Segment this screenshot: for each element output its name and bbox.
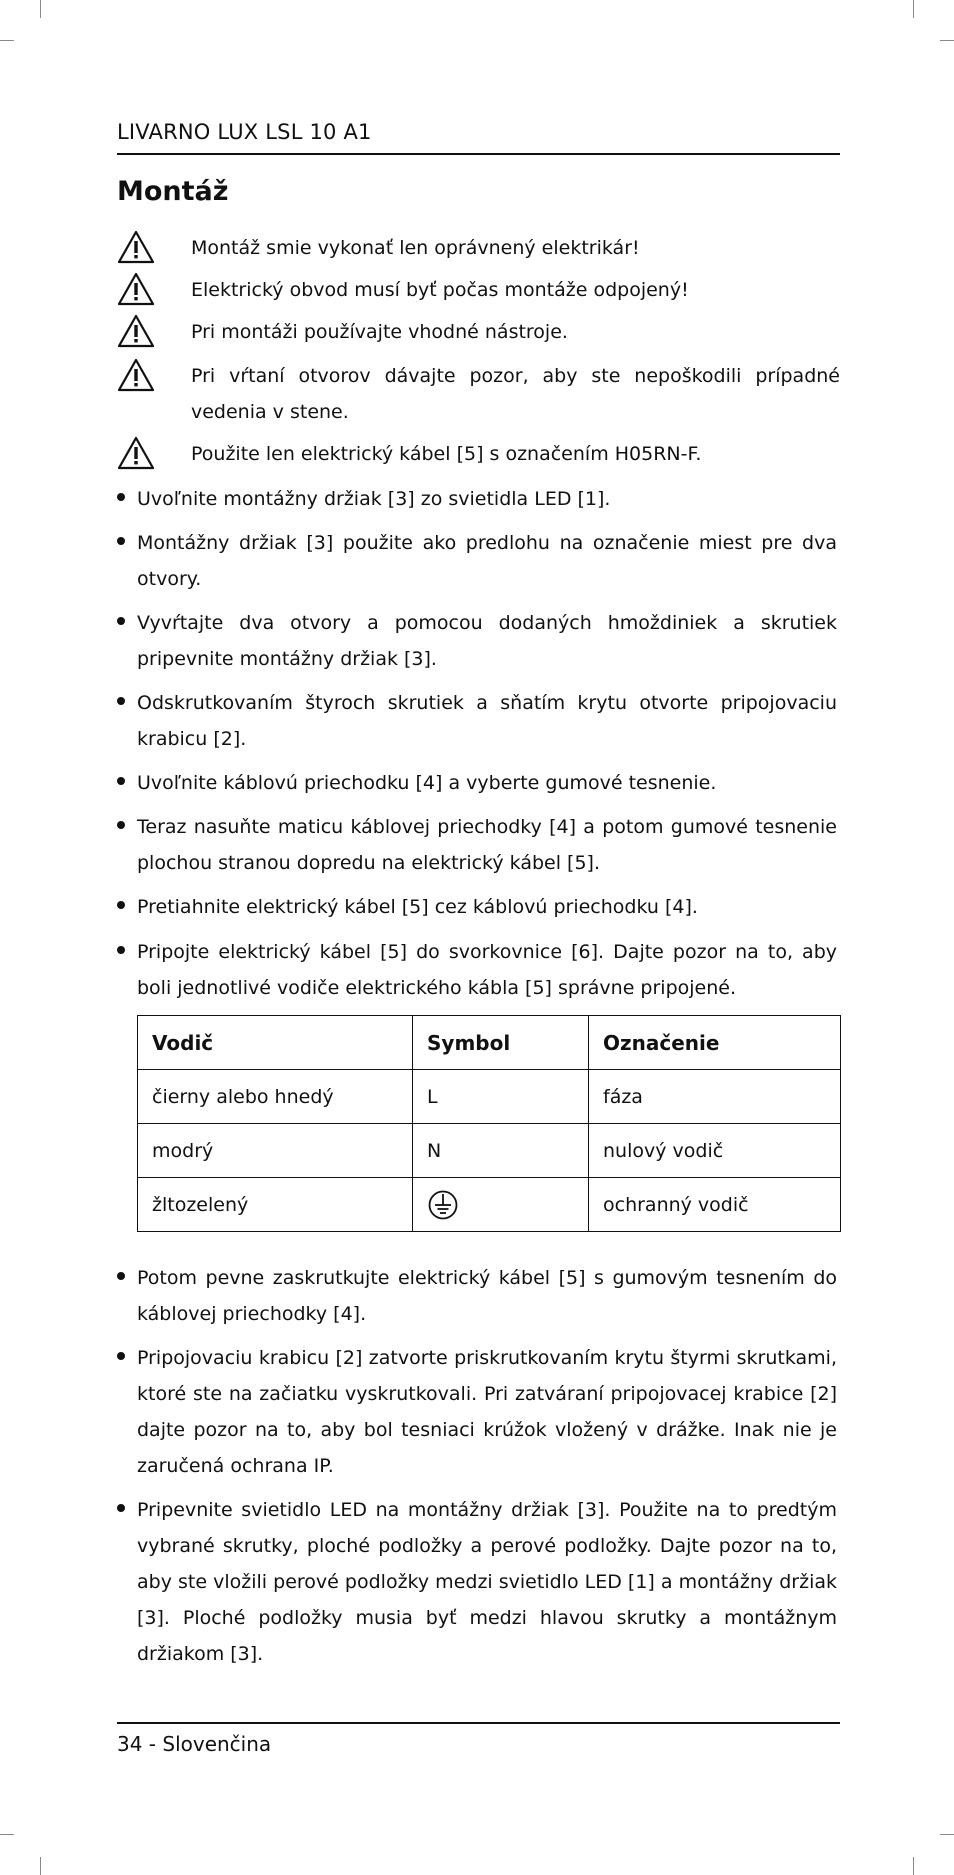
warning-text: Použite len elektrický kábel [5] s označením H05RN-F. <box>191 443 702 465</box>
warning-text: Pri montáži používajte vhodné nástroje. <box>191 321 568 343</box>
bullet-icon <box>117 821 125 829</box>
list-item-text: Potom pevne zaskrutkujte elektrický kábel [5] s gumovým tesnením do káblovej priechodky [4]. <box>137 1267 837 1325</box>
list-item-text: Uvoľnite montážny držiak [3] zo svietidla LED [1]. <box>137 488 611 510</box>
list-item-text: Pretiahnite elektrický kábel [5] cez káblovú priechodku [4]. <box>137 896 698 918</box>
table-cell: fáza <box>589 1070 841 1124</box>
crop-mark <box>940 1834 954 1835</box>
warning-text: Montáž smie vykonať len oprávnený elektrikár! <box>191 237 640 259</box>
crop-mark <box>40 1857 41 1875</box>
list-item-text: Pripojte elektrický kábel [5] do svorkovnice [6]. Dajte pozor na to, aby boli jednotlivé vodiče elektrického kábla [5] správne pripojené. <box>137 941 837 999</box>
bullet-icon <box>117 777 125 785</box>
bullet-icon <box>117 617 125 625</box>
warning-triangle-icon <box>117 230 155 264</box>
warning-triangle-icon <box>117 314 155 348</box>
column-header-designation: Označenie <box>589 1016 841 1070</box>
ground-symbol-icon <box>427 1189 459 1221</box>
bullet-icon <box>117 1352 125 1360</box>
running-header: LIVARNO LUX LSL 10 A1 <box>117 120 372 144</box>
bullet-icon <box>117 1272 125 1280</box>
table-cell: L <box>413 1070 589 1124</box>
crop-mark <box>913 1857 914 1875</box>
table-header-row <box>138 1016 841 1070</box>
crop-mark <box>940 40 954 41</box>
conductor-table <box>137 1015 841 1232</box>
table-row <box>138 1070 841 1124</box>
warning-triangle-icon <box>117 358 155 392</box>
bullet-icon <box>117 901 125 909</box>
column-header-symbol: Symbol <box>413 1016 589 1070</box>
crop-mark <box>0 1834 14 1835</box>
warning-triangle-icon <box>117 272 155 306</box>
list-item-text: Vyvŕtajte dva otvory a pomocou dodaných hmoždiniek a skrutiek pripevnite montážny držiak [3]. <box>137 612 837 670</box>
list-item-text: Uvoľnite káblovú priechodku [4] a vyberte gumové tesnenie. <box>137 772 717 794</box>
bullet-icon <box>117 537 125 545</box>
warning-text: Elektrický obvod musí byť počas montáže odpojený! <box>191 279 689 301</box>
table-row <box>138 1124 841 1178</box>
crop-mark <box>0 40 14 41</box>
header-rule <box>117 153 840 155</box>
warning-text: Pri vŕtaní otvorov dávajte pozor, aby ste nepoškodili prípadné vedenia v stene. <box>191 365 840 423</box>
list-item-text: Pripojovaciu krabicu [2] zatvorte priskrutkovaním krytu štyrmi skrutkami, ktoré ste na začiatku vyskrutkovali. Pri zatváraní pripojovacej krabice [2] dajte pozor na to, aby bol tesniaci krúžok vložený v drážke. Inak nie je zaručená ochrana IP. <box>137 1347 837 1477</box>
list-item-text: Montážny držiak [3] použite ako predlohu na označenie miest pre dva otvory. <box>137 532 837 590</box>
list-item-text: Teraz nasuňte maticu káblovej priechodky [4] a potom gumové tesnenie plochou stranou dopredu na elektrický kábel [5]. <box>137 816 837 874</box>
footer-rule <box>117 1722 840 1724</box>
bullet-icon <box>117 493 125 501</box>
column-header-conductor: Vodič <box>138 1016 413 1070</box>
warning-triangle-icon <box>117 436 155 470</box>
crop-mark <box>40 0 41 18</box>
bullet-icon <box>117 697 125 705</box>
section-title: Montáž <box>117 176 229 207</box>
bullet-icon <box>117 1504 125 1512</box>
table-cell: žltozelený <box>138 1178 413 1232</box>
table-row <box>138 1178 841 1232</box>
bullet-icon <box>117 946 125 954</box>
list-item-text: Odskrutkovaním štyroch skrutiek a sňatím krytu otvorte pripojovaciu krabicu [2]. <box>137 692 837 750</box>
table-cell: N <box>413 1124 589 1178</box>
crop-mark <box>913 0 914 18</box>
table-cell: čierny alebo hnedý <box>138 1070 413 1124</box>
table-cell: modrý <box>138 1124 413 1178</box>
table-cell: ochranný vodič <box>589 1178 841 1232</box>
list-item-text: Pripevnite svietidlo LED na montážny držiak [3]. Použite na to predtým vybrané skrutky, ploché podložky a perové podložky. Dajte pozor na to, aby ste vložili perové podložky medzi svietidlo LED [1] a montážny držiak [3]. Ploché podložky musia byť medzi hlavou skrutky a montážnym držiakom [3]. <box>137 1499 837 1665</box>
page-footer: 34 - Slovenčina <box>117 1732 272 1756</box>
table-cell-symbol <box>413 1178 589 1232</box>
table-cell: nulový vodič <box>589 1124 841 1178</box>
